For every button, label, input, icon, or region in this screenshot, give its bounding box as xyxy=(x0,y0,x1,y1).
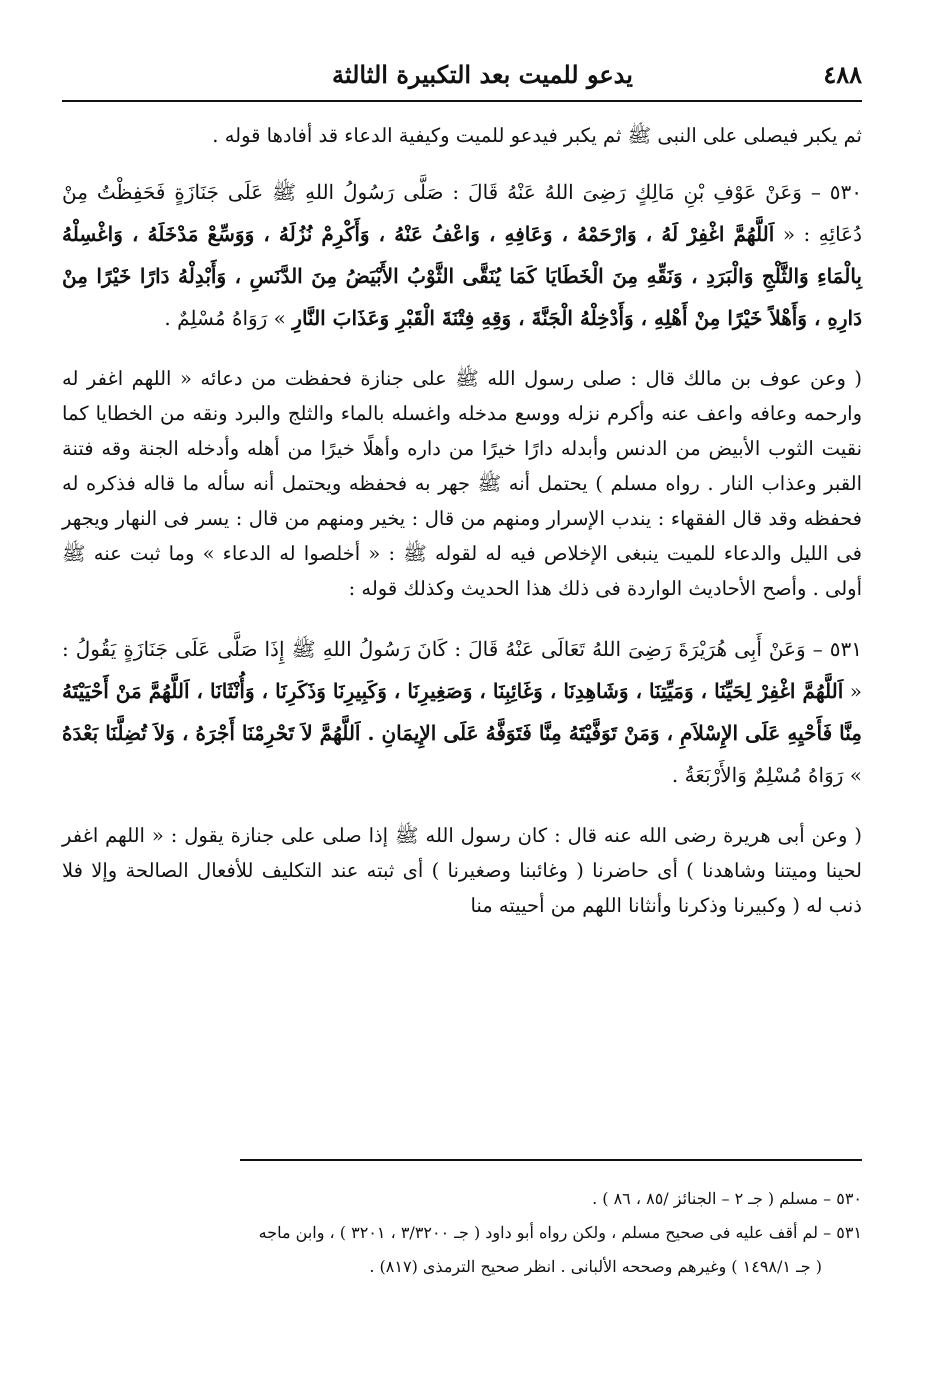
hadith-530-dua: اَللَّهُمَّ اغْفِرْ لَهُ ، وَارْحَمْهُ ، وَعَافِهِ ، وَاعْفُ عَنْهُ ، وَأَكْرِمْ نُزُلَهُ ، وَوَسِّعْ مَدْخَلَهُ ، وَاغْسِلْهُ بِالْمَاءِ وَالثَّلْجِ وَالْبَرَدِ ، وَنَقِّهِ مِنَ الْخَطَايَا كَمَا يُنَقَّى الثَّوْبُ الأَبْيَضُ مِنَ الدَّنَسِ ، وَأَبْدِلْهُ دَارًا خَيْرًا مِنْ دَارِهِ ، وَأَهْلاً خَيْرًا مِنْ أَهْلِهِ ، وَأَدْخِلْهُ الْجَنَّةَ ، وَقِهِ فِتْنَةَ الْقَبْرِ وَعَذَابَ النَّارِ xyxy=(62,222,862,330)
footnote-531-continued: ( جـ ١٤٩٨/١ ) وغيرهم وصححه الألبانى . انظر صحيح الترمذى (٨١٧) . xyxy=(369,1257,822,1276)
header-rule xyxy=(62,100,862,102)
intro-paragraph: ثم يكبر فيصلى على النبى ﷺ ثم يكبر فيدعو للميت وكيفية الدعاء قد أفادها قوله . xyxy=(212,124,862,147)
page-header xyxy=(62,54,862,94)
footnotes xyxy=(62,1182,862,1284)
running-title: يدعو للميت بعد التكبيرة الثالثة xyxy=(332,59,633,89)
hadith-531-tail: » رَوَاهُ مُسْلِمٌ وَالأَرْبَعَةُ . xyxy=(671,763,862,787)
hadith-531-lead: ٥٣١ – وَعَنْ أَبِى هُرَيْرَةَ رَضِىَ اللهُ تَعَالَى عَنْهُ قَالَ : كَانَ رَسُولُ اللهِ ﷺ إِذَا صَلَّى عَلَى جَنَازَةٍ يَقُولُ : « xyxy=(62,637,862,703)
page-number: ٤٨٨ xyxy=(823,59,862,89)
footnote-530: ٥٣٠ – مسلم ( جـ ٢ – الجنائز /٨٥ ، ٨٦ ) . xyxy=(592,1189,862,1208)
commentary-531: ( وعن أبى هريرة رضى الله عنه قال : كان رسول الله ﷺ إذا صلى على جنازة يقول : « اللهم اغفر لحينا وميتنا وشاهدنا ) أى حاضرنا ( وغائبنا وصغيرنا ) أى ثبته عند التكليف للأفعال الصالحة وإلا فلا ذنب له ( وكبيرنا وذكرنا وأنثانا اللهم من أحييته منا xyxy=(62,824,862,917)
hadith-530-lead: ٥٣٠ – وَعَنْ عَوْفِ بْنِ مَالِكٍ رَضِىَ اللهُ عَنْهُ قَالَ : صَلَّى رَسُولُ اللهِ ﷺ عَلَى جَنَازَةٍ فَحَفِظْتُ مِنْ دُعَائِهِ : « xyxy=(62,180,862,246)
commentary-530: ( وعن عوف بن مالك قال : صلى رسول الله ﷺ على جنازة فحفظت من دعائه « اللهم اغفر له وارحمه وعافه واعف عنه وأكرم نزله ووسع مدخله واغسله بالماء والثلج والبرد ونقه من الخطايا كما نقيت الثوب الأبيض من الدنس وأبدله دارًا خيرًا من داره وأهلًا خيرًا من أهله وأدخله الجنة وقه فتنة القبر وعذاب النار . رواه مسلم ) يحتمل أنه ﷺ جهر به فحفظه ويحتمل أنه سأله ما قاله فذكره له فحفظه وقد قال الفقهاء : يندب الإسرار ومنهم من قال : يخير ومنهم من قال : يسر فى النهار ويجهر فى الليل والدعاء للميت ينبغى الإخلاص فيه له لقوله ﷺ : « أخلصوا له الدعاء » وما ثبت عنه ﷺ أولى . وأصح الأحاديث الواردة فى ذلك هذا الحديث وكذلك قوله : xyxy=(62,367,862,600)
hadith-530 xyxy=(62,171,862,339)
hadith-531 xyxy=(62,628,862,796)
footnote-rule xyxy=(240,1159,862,1161)
footnote-531: ٥٣١ – لم أقف عليه فى صحيح مسلم ، ولكن رواه أبو داود ( جـ ٣/٣٢٠٠ ، ٣٢٠١ ) ، وابن ماجه xyxy=(258,1223,862,1242)
hadith-530-tail: » رَوَاهُ مُسْلِمٌ . xyxy=(164,306,286,330)
hadith-531-dua: اَللَّهُمَّ اغْفِرْ لِحَيِّنَا ، وَمَيِّتِنَا ، وَشَاهِدِنَا ، وَغَائِبِنَا ، وَصَغِيرِنَا ، وَكَبِيرِنَا وَذَكَرِنَا ، وَأُنْثَانَا ، اَللَّهُمَّ مَنْ أَحْيَيْتَهُ مِنَّا فَأَحْيِهِ عَلَى الإِسْلاَمِ ، وَمَنْ تَوَفَّيْتَهُ مِنَّا فَتَوَفَّهُ عَلَى الإِيمَانِ . اَللَّهُمَّ لاَ تَحْرِمْنَا أَجْرَهُ ، وَلاَ تُضِلَّنَا بَعْدَهُ xyxy=(62,679,862,745)
main-text xyxy=(62,118,862,923)
